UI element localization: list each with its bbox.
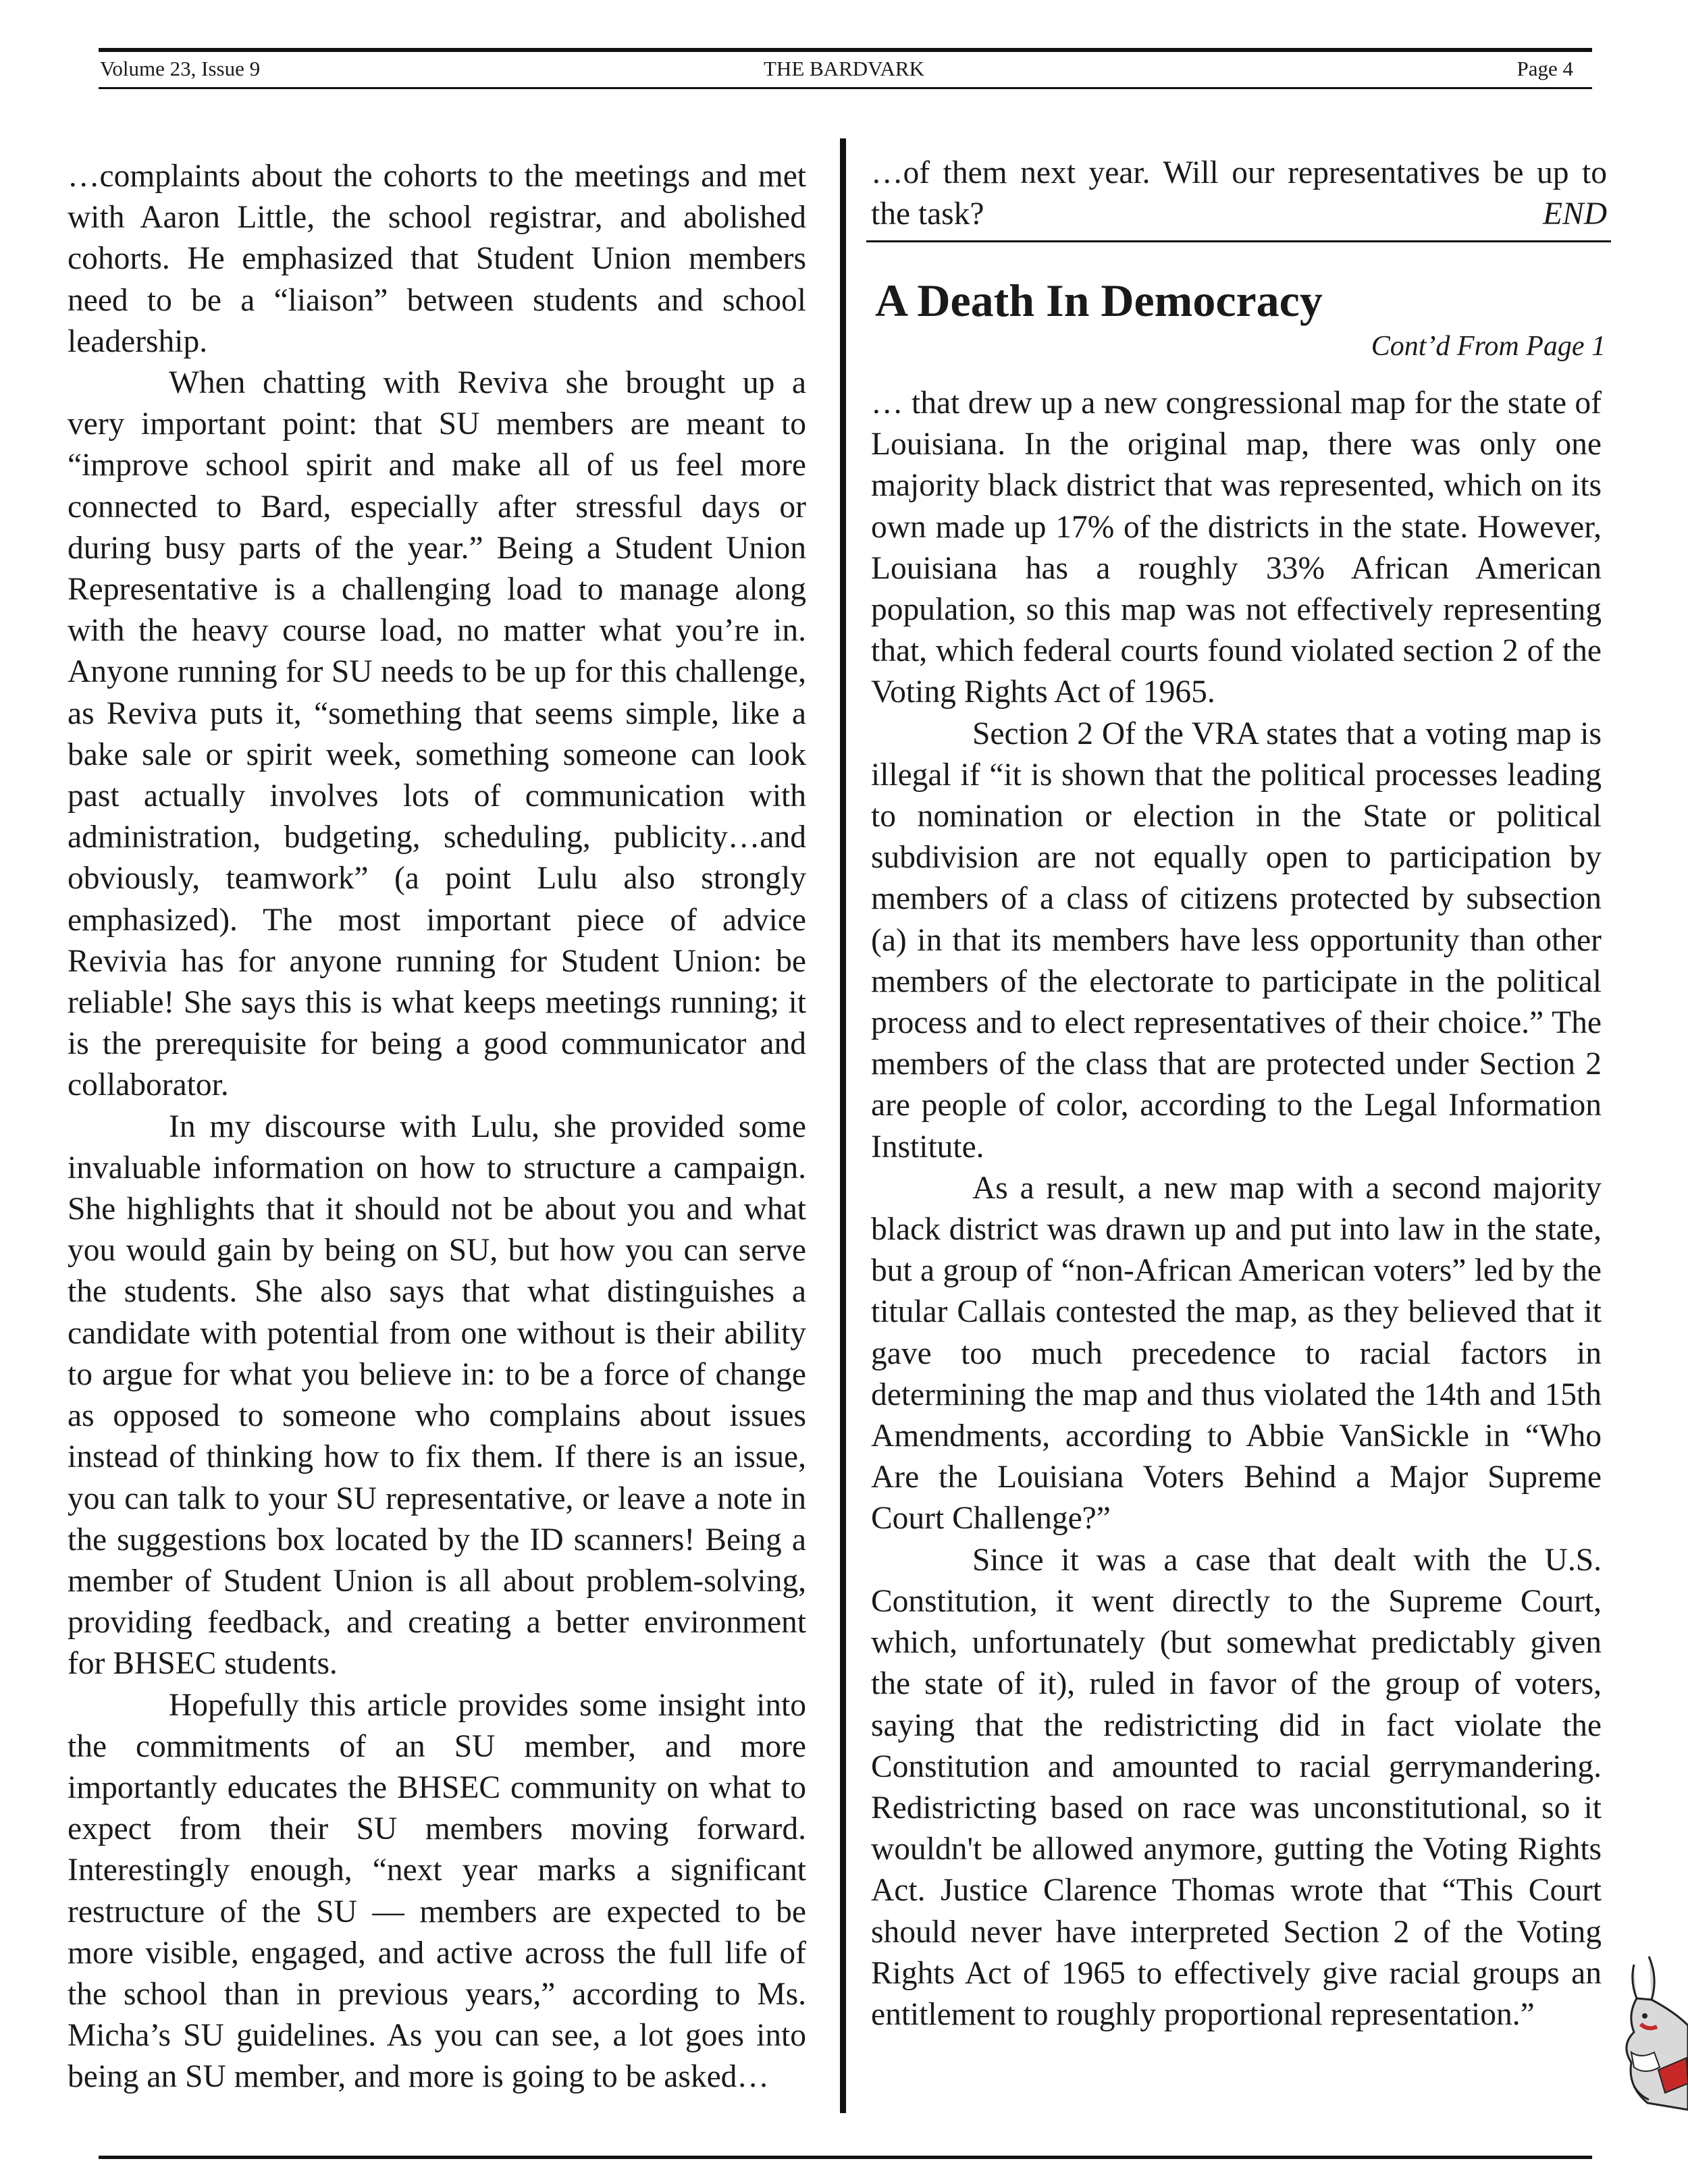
continued-from-label: Cont’d From Page 1 [1371, 331, 1606, 362]
header-bottom-rule [99, 87, 1592, 89]
article-body [871, 383, 1602, 2035]
left-paragraph: Hopefully this article provides some insight into the commitments of an SU member, and more importantly educates the BHSEC community on what to expect from their SU members moving forward. Interestingly enough, “next year marks a significant restructure of the SU — members are expected to be more visible, engaged, and active across the full life of the school than in previous years,” according to Ms. Micha’s SU guidelines. As you can see, a lot goes into being an SU member, and more is going to be asked… [68, 1687, 806, 2095]
article-paragraph: As a result, a new map with a second majority black district was drawn up and put into law in the state, but a group of “non-African American voters” led by the titular Callais contested the map, as they believed that it gave too much precedence to racial factors in determining the map and thus violated the 14th and 15th Amendments, according to Abbie VanSickle in “Who Are the Louisiana Voters Behind a Major Supreme Court Challenge?” [871, 1170, 1602, 1537]
publication-name: THE BARDVARK [764, 57, 924, 80]
article-separator [866, 240, 1611, 242]
continuation-block [871, 153, 1607, 236]
volume-issue: Volume 23, Issue 9 [100, 57, 261, 80]
end-mark: END [1543, 196, 1607, 232]
article-title: A Death In Democracy [875, 275, 1323, 326]
left-column [68, 156, 806, 2098]
left-paragraph: In my discourse with Lulu, she provided some invaluable information on how to structure a campaign. She highlights that it should not be about you and what you would gain by being on SU, but how you can serve the students. She also says that what distinguishes a candidate with potential from one without is their ability to argue for what you believe in: to be a force of change as opposed to someone who complains about issues instead of thinking how to fix them. If there is an issue, you can talk to your SU representative, or leave a note in the suggestions box located by the ID scanners! Being a member of Student Union is all about problem-solving, providing feedback, and creating a better environment for BHSEC students. [68, 1109, 806, 1682]
left-paragraph: …complaints about the cohorts to the meetings and met with Aaron Little, the school registrar, and abolished cohorts. He emphasized that Student Union members need to be a “liaison” between students and school leadership. [68, 159, 806, 359]
article-paragraph: Since it was a case that dealt with the U.S. Constitution, it went directly to the Supreme Court, which, unfortunately (but somewhat predictably given the state of it), ruled in favor of the group of voters, saying that the redistricting did in fact violate the Constitution and amounted to racial gerrymandering. Redistricting based on race was unconstitutional, so it wouldn't be allowed anymore, gutting the Voting Rights Act. Justice Clarence Thomas wrote that “This Court should never have interpreted Section 2 of the Voting Rights Act of 1965 to effectively give racial groups an entitlement to roughly proportional representation.” [871, 1542, 1602, 2032]
page-number: Page 4 [1516, 57, 1573, 80]
left-paragraph: When chatting with Reviva she brought up a very important point: that SU members are meant to “improve school spirit and make all of us feel more connected to Bard, especially after stressful days or during busy parts of the year.” Being a Student Union Representative is a challenging load to manage along with the heavy course load, no matter what you’re in. Anyone running for SU needs to be up for this challenge, as Reviva puts it, “something that seems simple, like a bake sale or spirit week, something someone can look past actually involves lots of communication with administration, budgeting, scheduling, publicity…and obviously, teamwork” (a point Lulu also strongly emphasized). The most important piece of advice Revivia has for anyone running for Student Union: be reliable! She says this is what keeps meetings running; it is the prerequisite for being a good communicator and collaborator. [68, 365, 806, 1103]
article-paragraph: … that drew up a new congressional map for the state of Louisiana. In the original map, there was only one majority black district that was represented, which on its own made up 17% of the districts in the state. However, Louisiana has a roughly 33% African American population, so this map was not effectively representing that, which federal courts found violated section 2 of the Voting Rights Act of 1965. [871, 385, 1602, 710]
continuation-text: …of them next year. Will our representatives be up to the task? [871, 155, 1607, 232]
footer-rule [99, 2156, 1592, 2159]
article-paragraph: Section 2 Of the VRA states that a voting map is illegal if “it is shown that the political processes leading to nomination or election in the State or political subdivision are not equally open to participation by members of a class of citizens protected by subsection (a) in that its members have less opportunity than other members of the electorate to participate in the political process and to elect representatives of their choice.” The members of the class that are protected under Section 2 are people of color, according to the Legal Information Institute. [871, 716, 1602, 1165]
header-top-rule [99, 48, 1592, 52]
column-divider [840, 138, 846, 2113]
aardvark-mascot-icon [1607, 1951, 1688, 2113]
